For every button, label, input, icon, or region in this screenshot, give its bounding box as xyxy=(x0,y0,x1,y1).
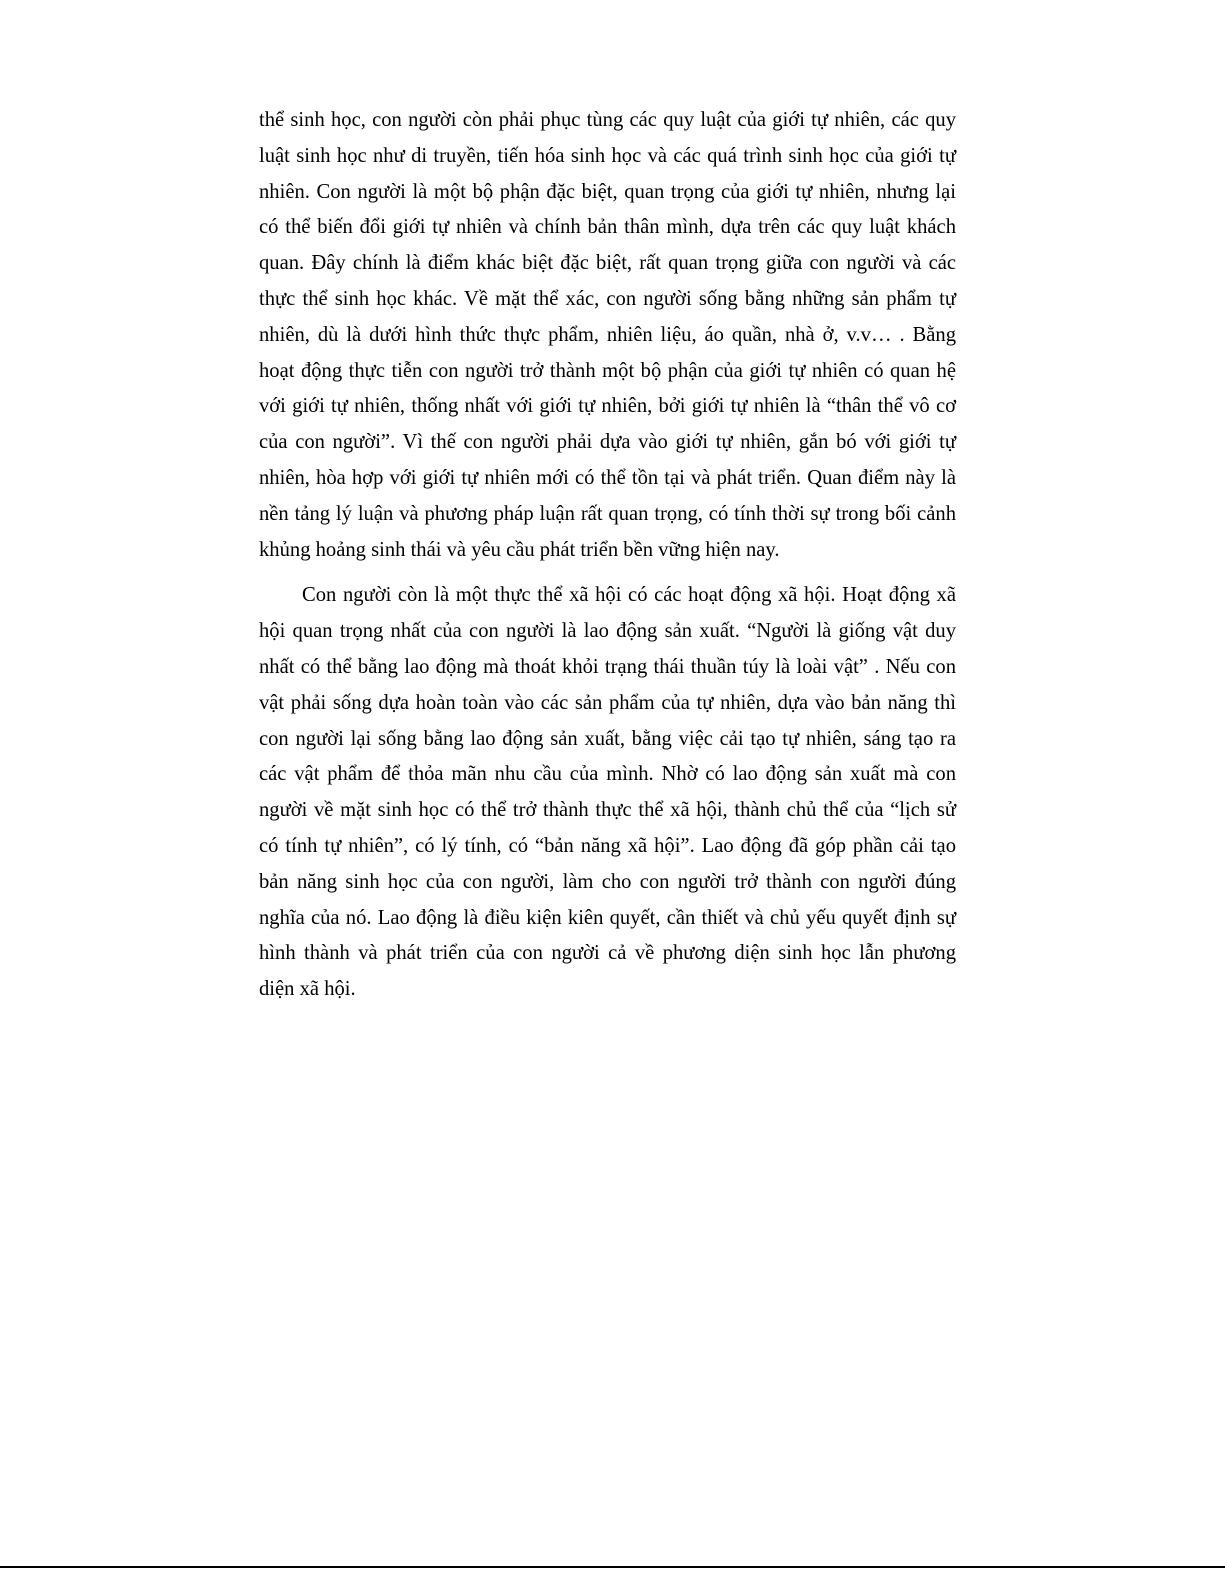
text-line: diện xã hội. xyxy=(259,978,356,1001)
text-line: các vật phẩm để thỏa mãn nhu cầu của mình. Nhờ có lao động sản xuất mà con xyxy=(259,763,956,786)
body-text xyxy=(259,103,956,1008)
text-line: nghĩa của nó. Lao động là điều kiện kiên quyết, cần thiết và chủ yếu quyết định sự xyxy=(259,906,956,929)
text-line: bản năng sinh học của con người, làm cho con người trở thành con người đúng xyxy=(259,870,956,893)
text-line: hoạt động thực tiễn con người trở thành một bộ phận của giới tự nhiên có quan hệ xyxy=(259,359,956,382)
paragraph-2 xyxy=(259,578,956,1008)
text-line: quan. Đây chính là điểm khác biệt đặc biệt, rất quan trọng giữa con người và các xyxy=(259,252,956,275)
text-line: nhất có thể bằng lao động mà thoát khỏi trạng thái thuần túy là loài vật” . Nếu con xyxy=(259,655,956,678)
text-line: hình thành và phát triển của con người cả về phương diện sinh học lẫn phương xyxy=(259,942,956,965)
text-line: Con người còn là một thực thể xã hội có các hoạt động xã hội. Hoạt động xã xyxy=(302,584,956,607)
text-line: luật sinh học như di truyền, tiến hóa sinh học và các quá trình sinh học của giới tự xyxy=(259,144,956,167)
text-line: với giới tự nhiên, thống nhất với giới tự nhiên, bởi giới tự nhiên là “thân thể vô cơ xyxy=(259,395,956,418)
text-line: vật phải sống dựa hoàn toàn vào các sản phẩm của tự nhiên, dựa vào bản năng thì xyxy=(259,691,956,714)
bottom-divider xyxy=(0,1566,1225,1568)
text-line: nhiên, hòa hợp với giới tự nhiên mới có thể tồn tại và phát triển. Quan điểm này là xyxy=(259,466,956,489)
text-line: nền tảng lý luận và phương pháp luận rất quan trọng, có tính thời sự trong bối cảnh xyxy=(259,502,956,525)
text-line: của con người”. Vì thế con người phải dựa vào giới tự nhiên, gắn bó với giới tự xyxy=(259,431,956,454)
text-line: thể sinh học, con người còn phải phục tùng các quy luật của giới tự nhiên, các quy xyxy=(259,109,956,131)
text-line: nhiên. Con người là một bộ phận đặc biệt, quan trọng của giới tự nhiên, nhưng lại xyxy=(259,180,956,203)
text-line: thực thể sinh học khác. Về mặt thể xác, con người sống bằng những sản phẩm tự xyxy=(259,287,956,310)
text-line: có tính tự nhiên”, có lý tính, có “bản năng xã hội”. Lao động đã góp phần cải tạo xyxy=(259,834,956,857)
text-line: người về mặt sinh học có thể trở thành thực thể xã hội, thành chủ thể của “lịch sử xyxy=(259,799,956,822)
text-line: nhiên, dù là dưới hình thức thực phẩm, nhiên liệu, áo quần, nhà ở, v.v… . Bằng xyxy=(259,323,956,346)
text-line: con người lại sống bằng lao động sản xuất, bằng việc cải tạo tự nhiên, sáng tạo ra xyxy=(259,727,956,750)
text-line: khủng hoảng sinh thái và yêu cầu phát triển bền vững hiện nay. xyxy=(259,538,780,561)
text-line: có thể biến đổi giới tự nhiên và chính bản thân mình, dựa trên các quy luật khách xyxy=(259,216,956,239)
paragraph-1 xyxy=(259,103,956,568)
text-line: hội quan trọng nhất của con người là lao động sản xuất. “Người là giống vật duy xyxy=(259,620,956,643)
